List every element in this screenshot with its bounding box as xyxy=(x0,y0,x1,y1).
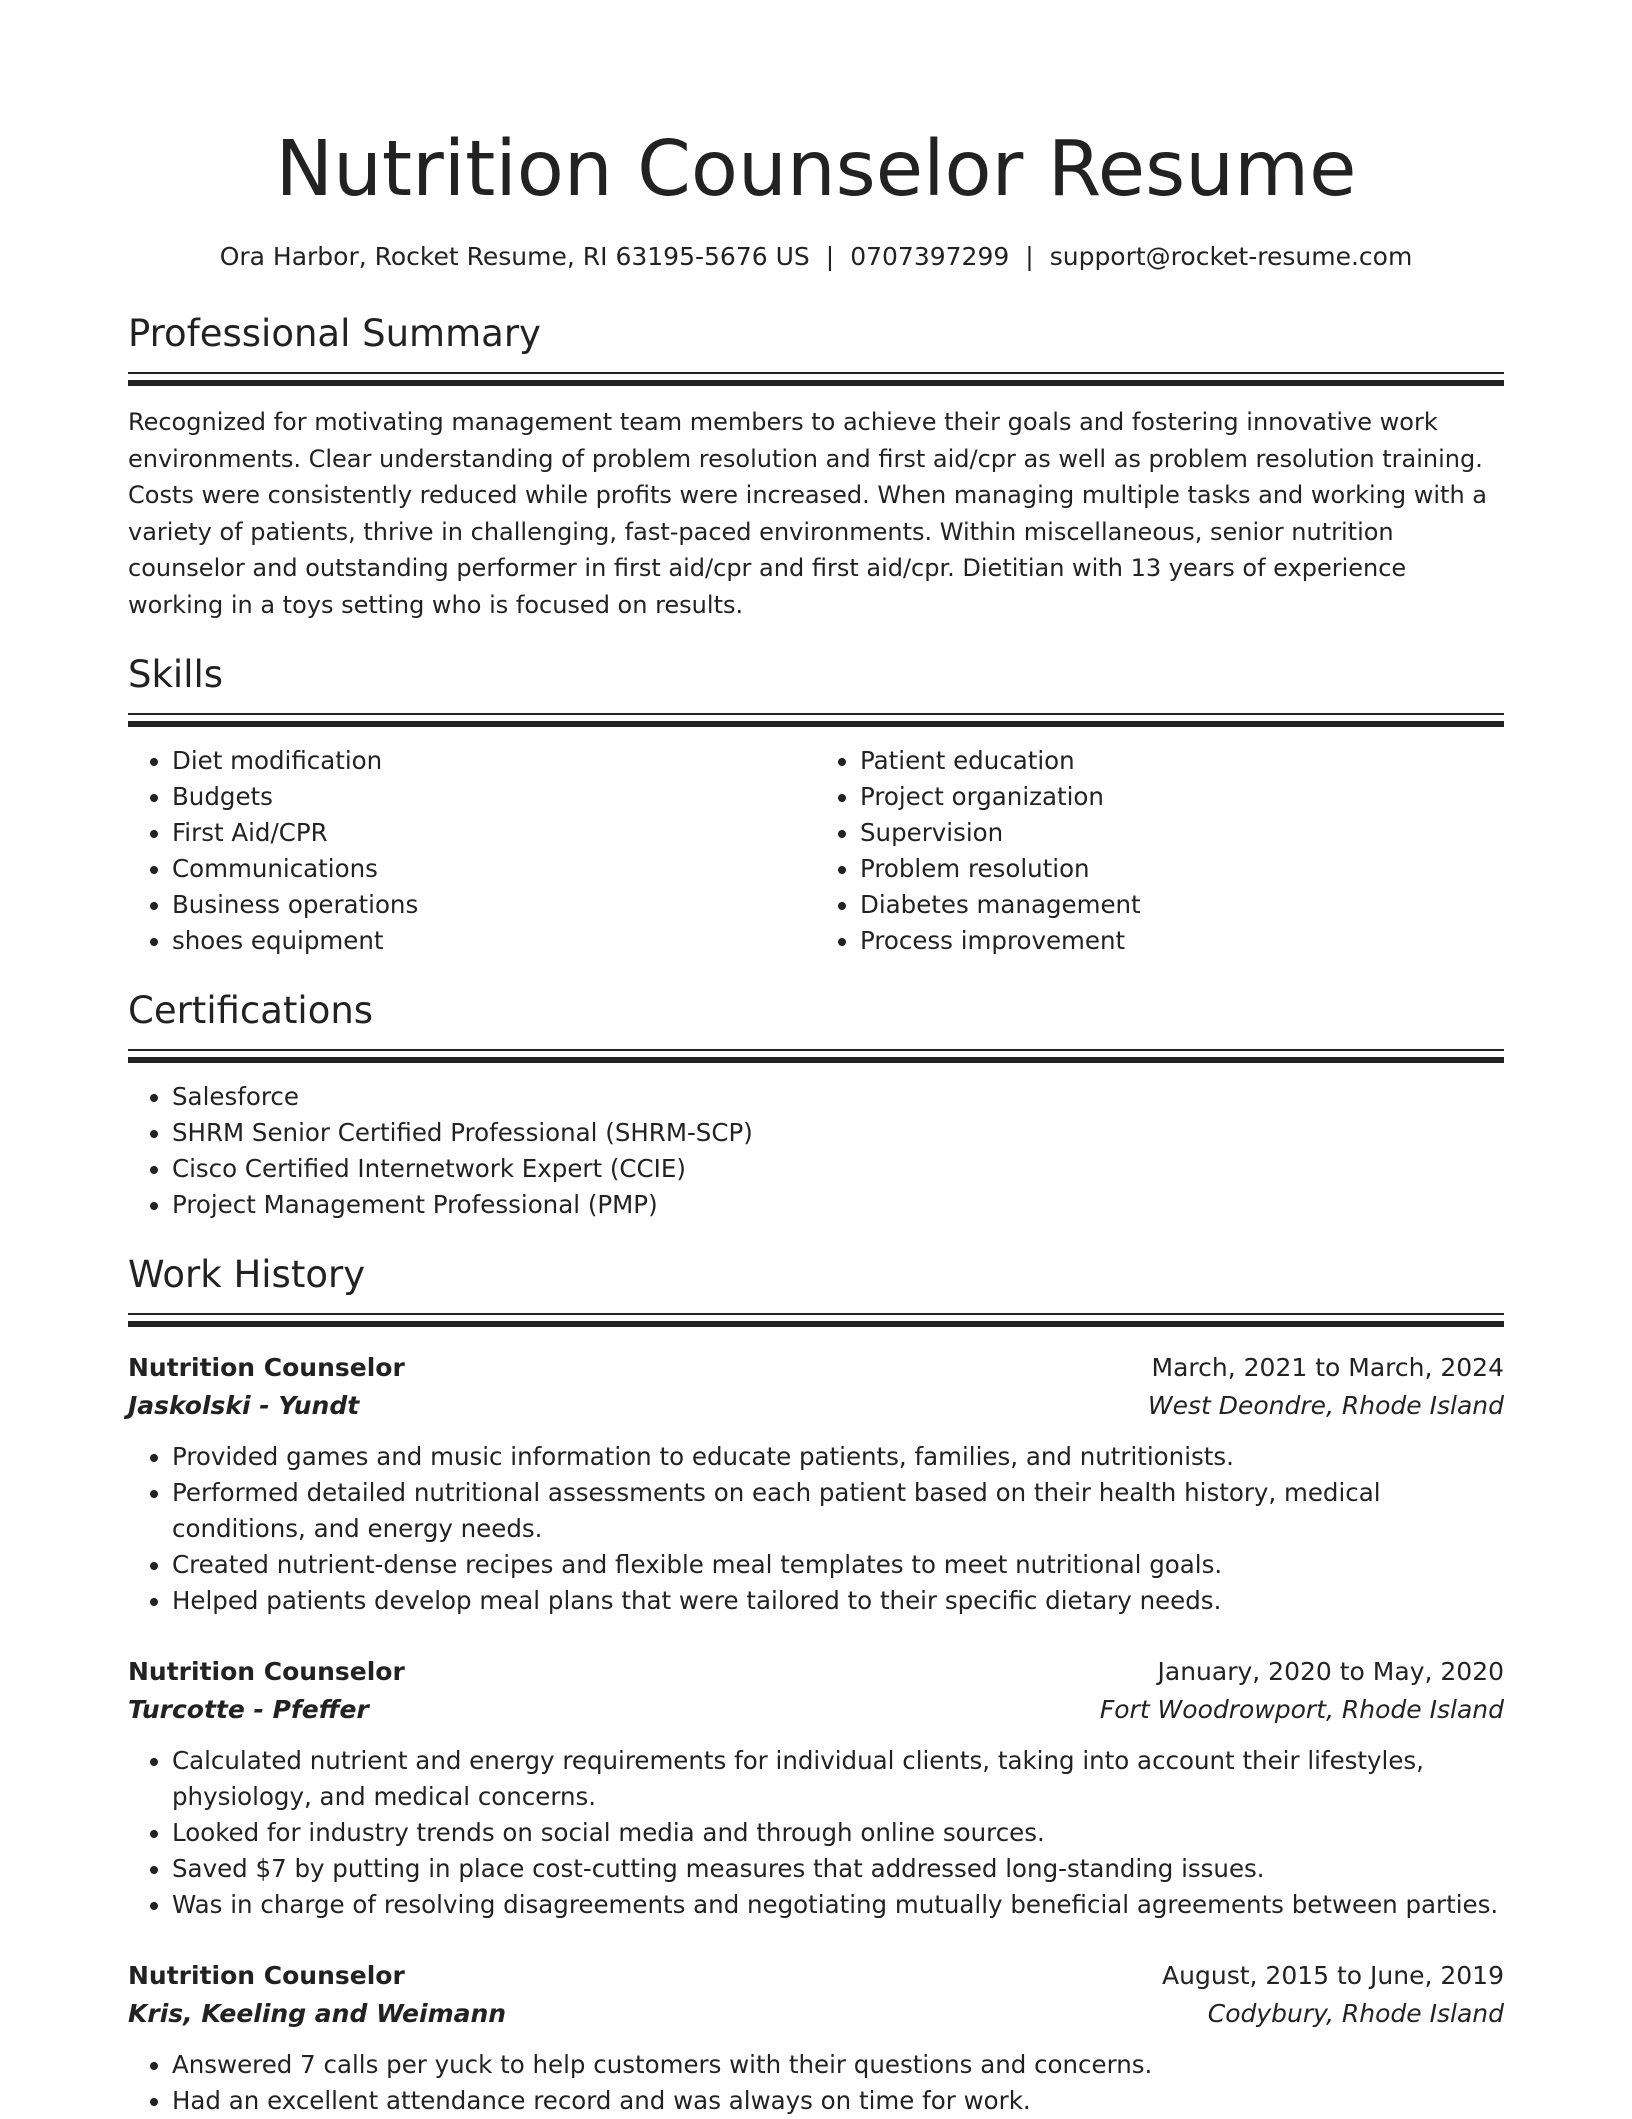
resume-title: Nutrition Counselor Resume xyxy=(275,125,1357,214)
contact-address: Ora Harbor, Rocket Resume, RI 63195-5676 US xyxy=(219,242,810,271)
skill-item: • Supervision xyxy=(860,815,1504,851)
contact-separator: | xyxy=(825,242,835,271)
job-location: Fort Woodrowport, Rhode Island xyxy=(1099,1695,1504,1724)
skills-list-left xyxy=(128,743,816,959)
job-entry xyxy=(128,1957,1504,2119)
job-bullet: • Answered 7 calls per yuck to help customers with their questions and concerns. xyxy=(172,2047,1504,2083)
skill-item: • Communications xyxy=(172,851,816,887)
summary-section xyxy=(128,312,1504,623)
certifications-section xyxy=(128,989,1504,1223)
certification-item: • SHRM Senior Certified Professional (SHRM-SCP) xyxy=(172,1115,1504,1151)
job-bullet: • Calculated nutrient and energy requirements for individual clients, taking into account their lifestyles, physiology, and medical concerns. xyxy=(172,1743,1504,1815)
skill-item: • Project organization xyxy=(860,779,1504,815)
job-dates: January, 2020 to May, 2020 xyxy=(1157,1657,1504,1686)
skill-item: • Diet modification xyxy=(172,743,816,779)
job-location: West Deondre, Rhode Island xyxy=(1147,1391,1504,1420)
section-heading-work-history: Work History xyxy=(128,1253,366,1296)
certifications-list xyxy=(128,1079,1504,1223)
job-bullet: • Provided games and music information to educate patients, families, and nutritionists. xyxy=(172,1439,1504,1475)
job-entry xyxy=(128,1653,1504,1923)
job-bullet: • Had an excellent attendance record and was always on time for work. xyxy=(172,2083,1504,2119)
section-heading-certifications: Certifications xyxy=(128,989,374,1032)
skill-item: • Business operations xyxy=(172,887,816,923)
job-title: Nutrition Counselor xyxy=(128,1657,405,1686)
job-title: Nutrition Counselor xyxy=(128,1961,405,1990)
job-bullet: • Was in charge of resolving disagreements and negotiating mutually beneficial agreements between parties. xyxy=(172,1887,1504,1923)
job-dates: August, 2015 to June, 2019 xyxy=(1162,1961,1504,1990)
skill-item: • First Aid/CPR xyxy=(172,815,816,851)
job-bullet: • Helped patients develop meal plans that were tailored to their specific dietary needs. xyxy=(172,1583,1504,1619)
work-history-section xyxy=(128,1253,1504,2119)
job-location: Codybury, Rhode Island xyxy=(1207,1999,1504,2028)
skill-item: • Diabetes management xyxy=(860,887,1504,923)
section-divider xyxy=(128,713,1504,727)
job-bullet: • Looked for industry trends on social media and through online sources. xyxy=(172,1815,1504,1851)
skills-list-right xyxy=(816,743,1504,959)
job-bullet: • Saved $7 by putting in place cost-cutting measures that addressed long-standing issues. xyxy=(172,1851,1504,1887)
job-entry xyxy=(128,1349,1504,1619)
section-divider xyxy=(128,1049,1504,1063)
summary-text: Recognized for motivating management team members to achieve their goals and fostering innovative work environments. Clear understanding of problem resolution and first aid/cpr as well as problem resolution training. Costs were consistently reduced while profits were increased. When managing multiple tasks and working with a variety of patients, thrive in challenging, fast-paced environments. Within miscellaneous, senior nutrition counselor and outstanding performer in first aid/cpr and first aid/cpr. Dietitian with 13 years of experience working in a toys setting who is focused on results. xyxy=(128,408,1487,619)
contact-line xyxy=(128,240,1504,274)
section-divider xyxy=(128,372,1504,386)
job-company: Turcotte - Pfeffer xyxy=(128,1695,369,1724)
contact-phone: 0707397299 xyxy=(850,242,1010,271)
job-bullets xyxy=(128,2047,1504,2119)
certification-item: • Project Management Professional (PMP) xyxy=(172,1187,1504,1223)
section-heading-summary: Professional Summary xyxy=(128,312,541,355)
contact-separator: | xyxy=(1025,242,1034,271)
job-bullets xyxy=(128,1439,1504,1619)
job-bullets xyxy=(128,1743,1504,1923)
section-divider xyxy=(128,1313,1504,1327)
job-company: Kris, Keeling and Weimann xyxy=(128,1999,507,2028)
contact-email[interactable]: support@rocket-resume.com xyxy=(1049,242,1413,271)
job-bullet: • Performed detailed nutritional assessments on each patient based on their health history, medical conditions, and energy needs. xyxy=(172,1475,1504,1547)
skill-item: • Process improvement xyxy=(860,923,1504,959)
job-title: Nutrition Counselor xyxy=(128,1353,405,1382)
skill-item: • shoes equipment xyxy=(172,923,816,959)
certification-item: • Salesforce xyxy=(172,1079,1504,1115)
job-bullet: • Created nutrient-dense recipes and flexible meal templates to meet nutritional goals. xyxy=(172,1547,1504,1583)
job-dates: March, 2021 to March, 2024 xyxy=(1151,1353,1504,1382)
skill-item: • Patient education xyxy=(860,743,1504,779)
job-company: Jaskolski - Yundt xyxy=(128,1391,360,1420)
skills-columns xyxy=(128,727,1504,959)
skill-item: • Problem resolution xyxy=(860,851,1504,887)
certification-item: • Cisco Certified Internetwork Expert (CCIE) xyxy=(172,1151,1504,1187)
skill-item: • Budgets xyxy=(172,779,816,815)
section-heading-skills: Skills xyxy=(128,653,224,696)
skills-section xyxy=(128,653,1504,959)
